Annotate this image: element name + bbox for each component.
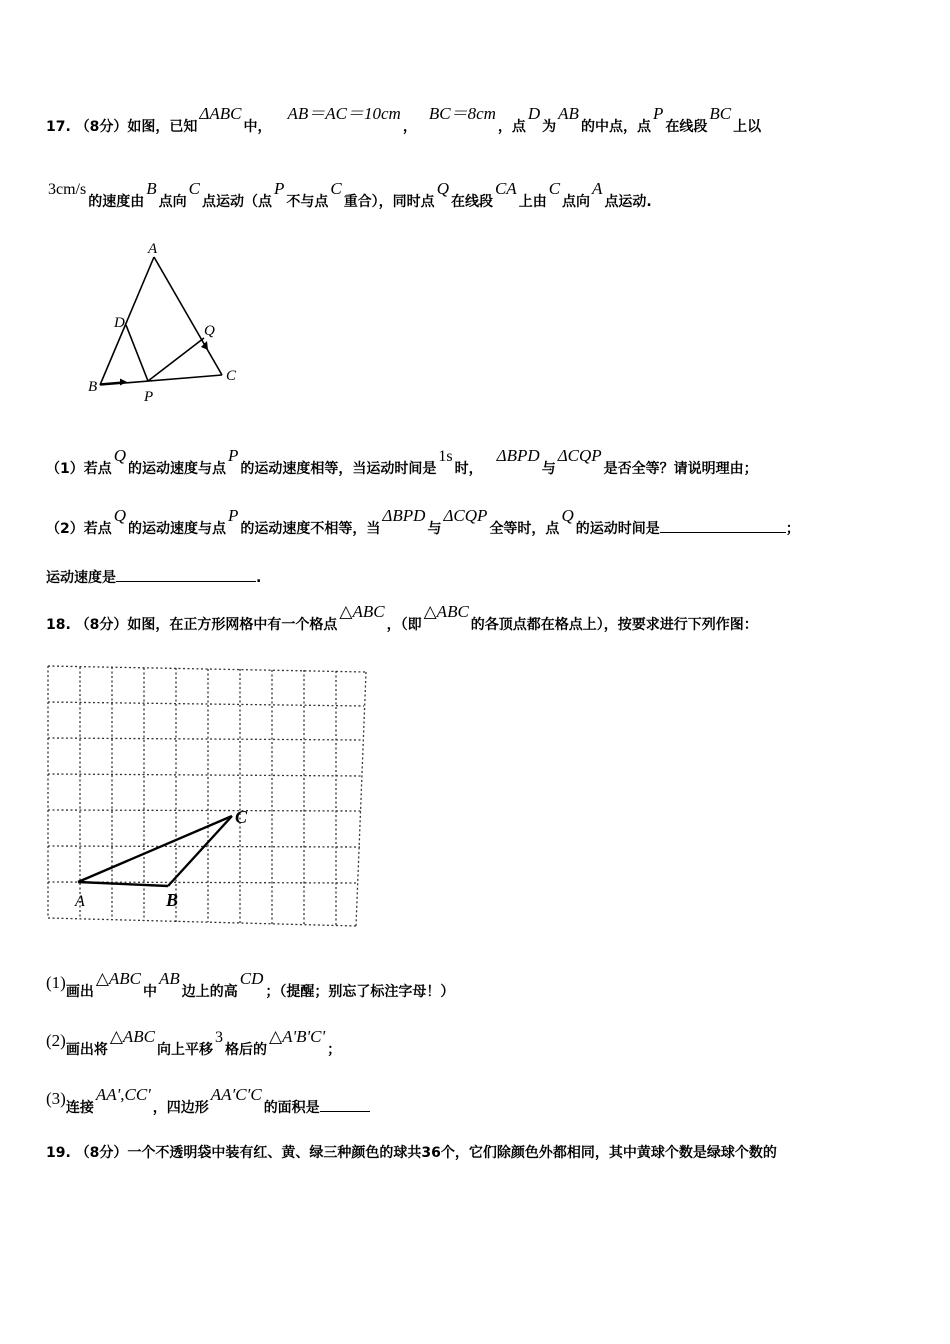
q17-line2 [46, 179, 652, 212]
q18-math: △ABC [423, 602, 469, 621]
q17-math: P [652, 104, 664, 123]
label-p: P [144, 389, 154, 405]
q19-line1 [46, 1143, 777, 1163]
q18-text: 的各顶点都在格点上），按要求进行下列作图： [470, 617, 758, 633]
q17-math: ΔBPD [382, 506, 426, 525]
q17-math: B [146, 179, 157, 198]
q18-math: △A'B'C' [269, 1027, 326, 1046]
label-a: A [75, 893, 85, 910]
q18-text: 18. （8分）如图，在正方形网格中有一个格点 [46, 617, 338, 633]
q17-part2b [46, 567, 261, 588]
q17-math: P [228, 446, 239, 465]
q18-line1 [46, 602, 758, 635]
q18-text: 画出将 [65, 1042, 108, 1058]
q17-text: 的运动速度与点 [128, 461, 227, 477]
q17-math: BC＝8cm [428, 104, 496, 123]
q18-sub-number: (1) [46, 973, 66, 992]
q17-text: 时， [454, 461, 483, 477]
q17-text: ，点 [497, 119, 526, 135]
q17-math: P [228, 506, 239, 525]
label-q: Q [204, 323, 215, 339]
q17-text: 与 [427, 521, 442, 537]
q17-text: 的中点，点 [580, 119, 651, 135]
q17-math: AB [558, 104, 579, 123]
q17-text: 在线段 [450, 194, 493, 210]
q18-math: AA',CC' [95, 1085, 151, 1104]
grid-lines [48, 666, 366, 926]
q18-text: 向上平移 [157, 1042, 214, 1058]
q17-text: 的速度由 [88, 194, 145, 210]
q18-math: △ABC [109, 1027, 156, 1046]
q17-math: ΔABC [199, 104, 242, 123]
q17-line1 [46, 104, 762, 137]
q17-text: （1）若点 [46, 461, 112, 477]
q17-math: ΔCQP [443, 506, 488, 525]
segment-dp [126, 325, 148, 381]
segment-ac [78, 816, 232, 882]
q18-text: 边上的高 [181, 984, 238, 1000]
q17-math: C [548, 179, 561, 198]
q17-math: Q [436, 179, 449, 198]
q17-text: 点向 [158, 194, 187, 210]
q17-math: C [188, 179, 200, 198]
q18-text: ；（提醒；别忘了标注字母！） [265, 984, 455, 1000]
q17-text: 的运动时间是 [575, 521, 660, 537]
q18-math: △ABC [95, 969, 142, 988]
q17-math: CA [494, 179, 517, 198]
q17-text: 与 [541, 461, 556, 477]
q17-math: AB＝AC＝10cm [287, 104, 401, 123]
q17-math: 1s [438, 448, 453, 465]
q17-text: 是否全等？请说明理由； [603, 461, 758, 477]
q18-text: 的面积是 [263, 1100, 320, 1116]
q18-sub-number: (3) [46, 1089, 66, 1108]
segment-pq [148, 338, 204, 381]
q17-text: . [256, 570, 262, 586]
q17-part2 [46, 506, 800, 539]
arrowhead-q [201, 341, 208, 350]
q17-math: Q [113, 446, 127, 465]
q18-sub1 [46, 969, 455, 1002]
segment-ab [100, 257, 154, 385]
q17-text: 运动速度是 [46, 570, 116, 586]
q17-math: Q [113, 506, 127, 525]
q18-math: 3 [215, 1029, 224, 1046]
q18-math: AB [159, 969, 180, 988]
q18-math: △ABC [339, 602, 385, 621]
segment-ab [78, 882, 168, 886]
label-c: C [226, 368, 237, 384]
q17-math: A [592, 179, 603, 198]
q17-text: 不与点 [286, 194, 329, 210]
q17-text: ； [785, 521, 800, 537]
q17-math: ΔBPD [496, 446, 540, 465]
label-c: C [235, 807, 248, 827]
q18-sub3 [46, 1085, 370, 1118]
q17-math: ΔCQP [557, 446, 602, 465]
answer-blank-speed[interactable] [116, 567, 256, 582]
q17-math: 3cm/s [48, 181, 87, 198]
q18-grid-figure [40, 660, 375, 935]
q17-text: （2）若点 [46, 521, 112, 537]
arrowhead-p [120, 379, 127, 386]
q18-text: 中 [143, 984, 158, 1000]
q17-math: D [527, 104, 541, 123]
q18-text: 连接 [65, 1100, 94, 1116]
q17-text: 的运动速度相等，当运动时间是 [240, 461, 437, 477]
segment-ac [154, 257, 222, 375]
q17-text: 全等时，点 [489, 521, 560, 537]
q17-text: 点运动（点 [201, 194, 272, 210]
label-b: B [166, 890, 179, 910]
q17-text: 17. （8分）如图，已知 [46, 119, 198, 135]
q17-text: 点运动. [604, 194, 652, 210]
label-b: B [88, 379, 98, 395]
q17-text: 上由 [518, 194, 547, 210]
q17-text: ， [402, 119, 417, 135]
q17-part1 [46, 446, 758, 479]
q17-text: 为 [542, 119, 557, 135]
q18-sub2 [46, 1027, 342, 1060]
q17-text: 在线段 [665, 119, 708, 135]
q17-math: C [330, 179, 342, 198]
q17-text: 上以 [733, 119, 762, 135]
q18-math: AA′C′C [210, 1085, 262, 1104]
q17-text: 中， [243, 119, 272, 135]
q18-text: ，（即 [386, 617, 422, 633]
q19-text: 19. （8分）一个不透明袋中装有红、黄、绿三种颜色的球共36个，它们除颜色外都相同，其中黄球个数是绿球个数的 [46, 1145, 777, 1161]
q18-text: ，四边形 [152, 1100, 209, 1116]
q18-text: 画出 [65, 984, 94, 1000]
answer-blank-time[interactable] [660, 518, 786, 533]
q17-math: P [273, 179, 285, 198]
segment-bc [168, 816, 232, 886]
q17-text: 点向 [562, 194, 591, 210]
q18-math: CD [239, 969, 264, 988]
label-a: A [148, 241, 158, 257]
answer-blank-area[interactable] [320, 1097, 370, 1112]
q17-math: BC [709, 104, 732, 123]
q18-sub-number: (2) [46, 1031, 66, 1050]
q17-text: 重合），同时点 [343, 194, 435, 210]
label-d: D [114, 315, 125, 331]
q17-text: 的运动速度与点 [128, 521, 227, 537]
segment-bc [100, 375, 222, 385]
q18-text: 格后的 [225, 1042, 268, 1058]
q17-triangle-figure [80, 235, 250, 410]
q17-text: 的运动速度不相等，当 [240, 521, 381, 537]
q18-text: ； [327, 1042, 342, 1058]
q17-math: Q [561, 506, 574, 525]
